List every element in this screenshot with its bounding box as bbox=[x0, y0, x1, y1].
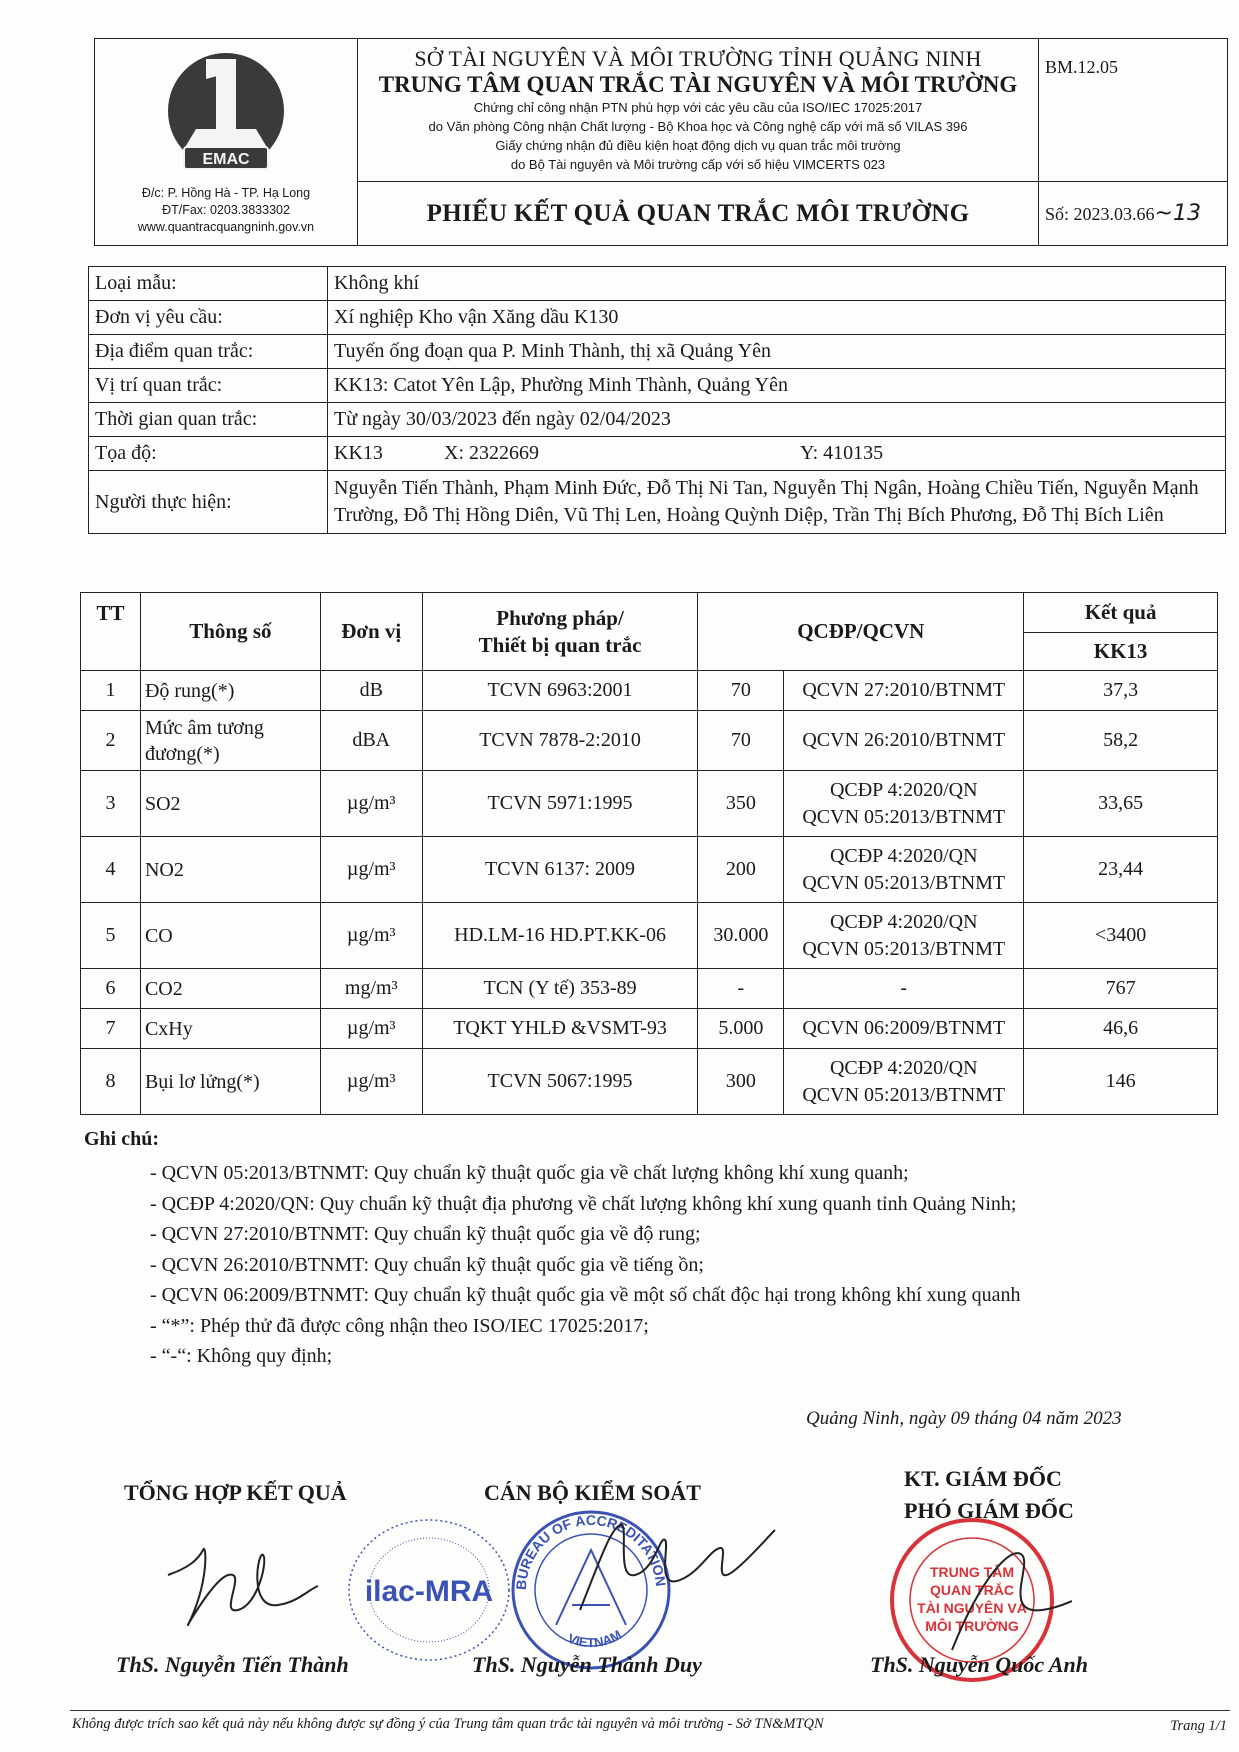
cell-limit: 70 bbox=[698, 671, 784, 711]
cell-method: TCN (Y tế) 353-89 bbox=[422, 969, 698, 1009]
director-name: ThS. Nguyễn Quốc Anh bbox=[870, 1652, 1089, 1677]
cell-tt: 4 bbox=[81, 837, 141, 903]
note-item: - “-“: Không quy định; bbox=[150, 1345, 333, 1367]
phone: ĐT/Fax: 0203.3833302 bbox=[162, 202, 290, 217]
accredit-bottom-text: VIETNAM bbox=[565, 1626, 625, 1651]
notes-title: Ghi chú: bbox=[84, 1128, 160, 1150]
cell-param: Độ rung(*) bbox=[140, 671, 320, 711]
notes-list bbox=[150, 1158, 1021, 1372]
results-table bbox=[80, 592, 1218, 1115]
note-item: - QCVN 06:2009/BTNMT: Quy chuẩn kỹ thuật quốc gia về một số chất độc hại trong không khí xung quanh bbox=[150, 1284, 1021, 1306]
cell-param: NO2 bbox=[140, 837, 320, 903]
table-row bbox=[81, 837, 1218, 903]
col-tt: TT bbox=[81, 593, 141, 671]
cell-tt: 1 bbox=[81, 671, 141, 711]
cell-method: TQKT YHLĐ &VSMT-93 bbox=[422, 1009, 698, 1049]
cell-unit: dB bbox=[320, 671, 422, 711]
performers-value: Nguyễn Tiến Thành, Phạm Minh Đức, Đỗ Thị Ni Tan, Nguyễn Thị Ngân, Hoàng Chiều Tiến, Nguyễn Mạnh Trường, Đỗ Thị Hồng Diên, Vũ Thị Len, Hoàng Quỳnh Diệp, Trần Thị Bích Phương, Đỗ Thị Bích Liên bbox=[328, 471, 1226, 534]
cert-line1: Chứng chỉ công nhận PTN phù hợp với các yêu cầu của ISO/IEC 17025:2017 bbox=[473, 100, 923, 116]
cell-tt: 7 bbox=[81, 1009, 141, 1049]
cell-limit: - bbox=[698, 969, 784, 1009]
cell-unit: µg/m³ bbox=[320, 771, 422, 837]
cell-result: 58,2 bbox=[1024, 711, 1218, 771]
table-row bbox=[81, 1009, 1218, 1049]
ilac-text: ilac-MRA bbox=[364, 1575, 494, 1608]
standard-line1: QCVN 06:2009/BTNMT bbox=[802, 1017, 1006, 1039]
standard-line1: QCVN 26:2010/BTNMT bbox=[802, 729, 1006, 751]
note-item: - “*”: Phép thử đã được công nhận theo ISO/IEC 17025:2017; bbox=[150, 1314, 649, 1337]
cell-tt: 3 bbox=[81, 771, 141, 837]
website: www.quantracquangninh.gov.vn bbox=[137, 219, 315, 234]
col-param: Thông số bbox=[140, 593, 320, 671]
cert-line2: do Văn phòng Công nhận Chất lượng - Bộ Khoa học và Công nghệ cấp với mã số VILAS 396 bbox=[428, 119, 968, 135]
standard-line1: QCĐP 4:2020/QN bbox=[829, 910, 978, 933]
coord-value bbox=[328, 437, 1226, 471]
info-row bbox=[89, 301, 1226, 335]
table-row bbox=[81, 671, 1218, 711]
coord-x: X: 2322669 bbox=[444, 442, 539, 464]
cell-method: TCVN 6137: 2009 bbox=[422, 837, 698, 903]
cert-line3: Giấy chứng nhận đủ điều kiện hoạt động dịch vụ quan trắc môi trường bbox=[495, 138, 901, 154]
svg-text:TÀI NGUYÊN VÀ: TÀI NGUYÊN VÀ bbox=[917, 1600, 1027, 1616]
number-cell bbox=[1039, 182, 1228, 246]
table-row bbox=[81, 771, 1218, 837]
table-row bbox=[81, 711, 1218, 771]
sample-type-label: Loại mẫu: bbox=[89, 267, 328, 301]
cell-param: CxHy bbox=[140, 1009, 320, 1049]
standard-line1: QCĐP 4:2020/QN bbox=[829, 1056, 978, 1079]
cell-unit: µg/m³ bbox=[320, 837, 422, 903]
cell-result: <3400 bbox=[1024, 903, 1218, 969]
logo-text: EMAC bbox=[202, 150, 250, 168]
info-row bbox=[89, 403, 1226, 437]
info-row bbox=[89, 437, 1226, 471]
cell-param: CO2 bbox=[140, 969, 320, 1009]
footer-text: Không được trích sao kết quả này nếu không được sự đồng ý của Trung tâm quan trắc tài nguyên và môi trường - Sở TN&MTQN bbox=[72, 1716, 824, 1732]
svg-text:QUAN TRẮC: QUAN TRẮC bbox=[930, 1582, 1014, 1598]
address: Đ/c: P. Hồng Hà - TP. Hạ Long bbox=[141, 185, 311, 200]
cell-param: CO bbox=[140, 903, 320, 969]
cell-limit: 200 bbox=[698, 837, 784, 903]
standard-line1: QCVN 27:2010/BTNMT bbox=[802, 679, 1006, 701]
coord-label: Tọa độ: bbox=[89, 437, 328, 471]
cell-result: 146 bbox=[1024, 1049, 1218, 1115]
info-row bbox=[89, 335, 1226, 369]
cell-standard bbox=[784, 969, 1024, 1009]
standard-line2: QCVN 05:2013/BTNMT bbox=[802, 871, 1006, 894]
form-number: Số: 2023.03.66 bbox=[1045, 204, 1155, 225]
cell-unit: µg/m³ bbox=[320, 1009, 422, 1049]
page-number: Trang 1/1 bbox=[1170, 1718, 1227, 1734]
location-label: Địa điểm quan trắc: bbox=[89, 335, 328, 369]
time-label: Thời gian quan trắc: bbox=[89, 403, 328, 437]
info-row bbox=[89, 471, 1226, 534]
cell-standard bbox=[784, 903, 1024, 969]
performers-label: Người thực hiện: bbox=[89, 471, 328, 534]
cell-param: Mức âm tương đương(*) bbox=[140, 711, 320, 771]
results-body bbox=[81, 671, 1218, 1115]
standard-line2: QCVN 05:2013/BTNMT bbox=[802, 805, 1006, 828]
cell-standard bbox=[784, 671, 1024, 711]
cell-result: 46,6 bbox=[1024, 1009, 1218, 1049]
cell-method: TCVN 7878-2:2010 bbox=[422, 711, 698, 771]
compiler-name: ThS. Nguyễn Tiến Thành bbox=[116, 1652, 349, 1677]
director-title1: KT. GIÁM ĐỐC bbox=[904, 1466, 1062, 1491]
cell-param: SO2 bbox=[140, 771, 320, 837]
director-title2: PHÓ GIÁM ĐỐC bbox=[904, 1498, 1074, 1523]
info-row bbox=[89, 267, 1226, 301]
footer-divider bbox=[70, 1710, 1230, 1711]
position-value: KK13: Catot Yên Lập, Phường Minh Thành, Quảng Yên bbox=[328, 369, 1226, 403]
org-line2: TRUNG TÂM QUAN TRẮC TÀI NGUYÊN VÀ MÔI TRƯỜNG bbox=[378, 72, 1018, 98]
standard-line1: QCĐP 4:2020/QN bbox=[829, 844, 978, 867]
info-row bbox=[89, 369, 1226, 403]
cell-limit: 350 bbox=[698, 771, 784, 837]
header-row bbox=[81, 593, 1218, 633]
table-row bbox=[81, 969, 1218, 1009]
cell-result: 23,44 bbox=[1024, 837, 1218, 903]
table-row bbox=[81, 1049, 1218, 1115]
col-point: KK13 bbox=[1024, 633, 1218, 671]
cell-unit: µg/m³ bbox=[320, 1049, 422, 1115]
accredit-top-text: BUREAU OF ACCREDITATION bbox=[512, 1511, 670, 1591]
cell-tt: 8 bbox=[81, 1049, 141, 1115]
cell-unit: dBA bbox=[320, 711, 422, 771]
table-row bbox=[81, 903, 1218, 969]
col-method bbox=[422, 593, 698, 671]
cell-unit: mg/m³ bbox=[320, 969, 422, 1009]
controller-title: CÁN BỘ KIỂM SOÁT bbox=[484, 1480, 701, 1505]
cell-standard bbox=[784, 711, 1024, 771]
col-result: Kết quả bbox=[1024, 593, 1218, 633]
form-code: BM.12.05 bbox=[1039, 39, 1228, 182]
requester-label: Đơn vị yêu cầu: bbox=[89, 301, 328, 335]
form-title: PHIẾU KẾT QUẢ QUAN TRẮC MÔI TRƯỜNG bbox=[358, 182, 1039, 246]
standard-line1: - bbox=[900, 977, 908, 999]
svg-text:MÔI TRƯỜNG: MÔI TRƯỜNG bbox=[925, 1618, 1019, 1634]
cell-limit: 30.000 bbox=[698, 903, 784, 969]
cell-tt: 2 bbox=[81, 711, 141, 771]
col-method-line2: Thiết bị quan trắc bbox=[478, 632, 642, 657]
cell-param: Bụi lơ lửng(*) bbox=[140, 1049, 320, 1115]
sample-info-table bbox=[88, 266, 1226, 534]
cert-line4: do Bộ Tài nguyên và Môi trường cấp với số hiệu VIMCERTS 023 bbox=[510, 157, 886, 173]
svg-text:TRUNG TÂM: TRUNG TÂM bbox=[930, 1564, 1014, 1580]
cell-limit: 300 bbox=[698, 1049, 784, 1115]
cell-standard bbox=[784, 771, 1024, 837]
svg-text:VIETNAM bbox=[566, 1627, 624, 1650]
standard-line2: QCVN 05:2013/BTNMT bbox=[802, 1083, 1006, 1106]
note-item: - QCVN 27:2010/BTNMT: Quy chuẩn kỹ thuật quốc gia về độ rung; bbox=[150, 1223, 701, 1245]
cell-result: 37,3 bbox=[1024, 671, 1218, 711]
cell-unit: µg/m³ bbox=[320, 903, 422, 969]
logo-cell bbox=[95, 39, 358, 246]
cell-tt: 6 bbox=[81, 969, 141, 1009]
document-header bbox=[94, 38, 1228, 246]
compiler-signature bbox=[158, 1520, 328, 1640]
cell-result: 767 bbox=[1024, 969, 1218, 1009]
compiler-title: TỔNG HỢP KẾT QUẢ bbox=[124, 1480, 347, 1505]
note-item: - QCVN 26:2010/BTNMT: Quy chuẩn kỹ thuật quốc gia về tiếng ồn; bbox=[150, 1253, 704, 1276]
col-method-line1: Phương pháp/ bbox=[496, 605, 624, 630]
sample-type-value: Không khí bbox=[328, 267, 1226, 301]
cell-limit: 70 bbox=[698, 711, 784, 771]
standard-line1: QCĐP 4:2020/QN bbox=[829, 778, 978, 801]
coord-point: KK13 bbox=[334, 442, 383, 464]
time-value: Từ ngày 30/03/2023 đến ngày 02/04/2023 bbox=[328, 403, 1226, 437]
emac-logo bbox=[156, 49, 296, 179]
standard-line2: QCVN 05:2013/BTNMT bbox=[802, 937, 1006, 960]
cell-standard bbox=[784, 1049, 1024, 1115]
requester-value: Xí nghiệp Kho vận Xăng dầu K130 bbox=[328, 301, 1226, 335]
cell-method: TCVN 5971:1995 bbox=[422, 771, 698, 837]
org-line1: SỞ TÀI NGUYÊN VÀ MÔI TRƯỜNG TỈNH QUẢNG NINH bbox=[414, 46, 982, 72]
cell-standard bbox=[784, 837, 1024, 903]
note-item: - QCVN 05:2013/BTNMT: Quy chuẩn kỹ thuật quốc gia về chất lượng không khí xung quanh; bbox=[150, 1162, 909, 1184]
cell-method: HD.LM-16 HD.PT.KK-06 bbox=[422, 903, 698, 969]
note-item: - QCĐP 4:2020/QN: Quy chuẩn kỹ thuật địa phương về chất lượng không khí xung quanh tỉnh Quảng Ninh; bbox=[150, 1192, 1017, 1215]
cell-limit: 5.000 bbox=[698, 1009, 784, 1049]
place-date: Quảng Ninh, ngày 09 tháng 04 năm 2023 bbox=[806, 1408, 1122, 1429]
position-label: Vị trí quan trắc: bbox=[89, 369, 328, 403]
controller-name: ThS. Nguyễn Thành Duy bbox=[472, 1652, 702, 1677]
cell-standard bbox=[784, 1009, 1024, 1049]
cell-method: TCVN 5067:1995 bbox=[422, 1049, 698, 1115]
organization-cell bbox=[358, 39, 1039, 182]
col-standard: QCĐP/QCVN bbox=[698, 593, 1024, 671]
controller-signature bbox=[560, 1500, 780, 1630]
ilac-mra-stamp bbox=[344, 1515, 514, 1665]
cell-method: TCVN 6963:2001 bbox=[422, 671, 698, 711]
col-unit: Đơn vị bbox=[320, 593, 422, 671]
cell-tt: 5 bbox=[81, 903, 141, 969]
handwritten-number: ~13 bbox=[1154, 201, 1201, 227]
cell-result: 33,65 bbox=[1024, 771, 1218, 837]
location-value: Tuyến ống đoạn qua P. Minh Thành, thị xã Quảng Yên bbox=[328, 335, 1226, 369]
coord-y: Y: 410135 bbox=[800, 442, 884, 464]
